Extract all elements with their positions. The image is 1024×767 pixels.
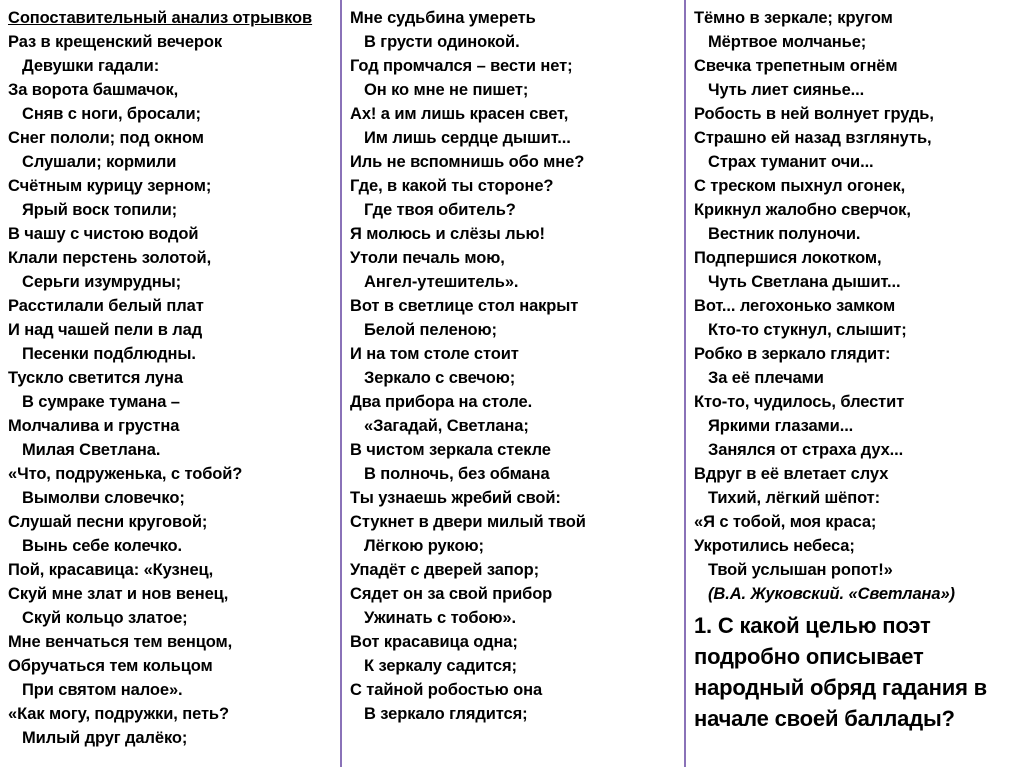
poem-line: Сняв с ноги, бросали; (22, 105, 201, 123)
poem-line: Белой пеленою; (364, 321, 497, 339)
poem-line: В чистом зеркала стекле (350, 441, 551, 459)
poem-line: Робко в зеркало глядит: (694, 345, 891, 363)
poem-line: Ах! а им лишь красен свет, (350, 105, 569, 123)
poem-line: Тускло светится луна (8, 369, 183, 387)
poem-line: Утоли печаль мою, (350, 249, 505, 267)
poem-line: Молчалива и грустна (8, 417, 180, 435)
poem-line: При святом налое». (22, 681, 183, 699)
poem-line: Обручаться тем кольцом (8, 657, 213, 675)
poem-line: Кто-то, чудилось, блестит (694, 393, 905, 411)
poem-line: В сумраке тумана – (22, 393, 180, 411)
poem-line: Кто-то стукнул, слышит; (708, 321, 907, 339)
poem-line: Ангел-утешитель». (364, 273, 519, 291)
poem-line: Занялся от страха дух... (708, 441, 904, 459)
question (694, 610, 1024, 734)
poem-line: Милая Светлана. (22, 441, 161, 459)
citation: (В.А. Жуковский. «Светлана») (708, 585, 955, 603)
poem-lines (694, 6, 1024, 582)
poem-line: Стукнет в двери милый твой (350, 513, 586, 531)
poem-line: Песенки подблюдны. (22, 345, 196, 363)
poem-line: Где, в какой ты стороне? (350, 177, 554, 195)
poem-line: Вымолви словечко; (22, 489, 185, 507)
poem-line: Счётным курицу зерном; (8, 177, 212, 195)
poem-line: Крикнул жалобно сверчок, (694, 201, 911, 219)
poem-line: Слушали; кормили (22, 153, 177, 171)
poem-line: Тёмно в зеркале; кругом (694, 9, 893, 27)
poem-line: Он ко мне не пишет; (364, 81, 529, 99)
poem-line: Ты узнаешь жребий свой: (350, 489, 561, 507)
poem-line: Лёгкою рукою; (364, 537, 484, 555)
poem-line: Вдруг в её влетает слух (694, 465, 889, 483)
poem-line: Пой, красавица: «Кузнец, (8, 561, 214, 579)
poem-line: Твой услышан ропот!» (708, 561, 893, 579)
poem-column-3 (686, 0, 1024, 767)
poem-line: Ужинать с тобою». (364, 609, 516, 627)
poem-line: За её плечами (708, 369, 824, 387)
question-line: начале своей баллады? (694, 706, 955, 731)
poem-line: К зеркалу садится; (364, 657, 517, 675)
poem-line: «Что, подруженька, с тобой? (8, 465, 243, 483)
poem-line: Скуй мне злат и нов венец, (8, 585, 229, 603)
question-line: подробно описывает (694, 644, 924, 669)
poem-line: Яркими глазами... (708, 417, 854, 435)
poem-line: Вот в светлице стол накрыт (350, 297, 579, 315)
poem-line: С тайной робостью она (350, 681, 543, 699)
poem-line: Страшно ей назад взглянуть, (694, 129, 932, 147)
poem-line: Милый друг далёко; (22, 729, 188, 747)
poem-line: Я молюсь и слёзы лью! (350, 225, 545, 243)
poem-line: Мёртвое молчанье; (708, 33, 867, 51)
poem-line: Где твоя обитель? (364, 201, 516, 219)
poem-lines (350, 6, 684, 726)
poem-line: Расстилали белый плат (8, 297, 204, 315)
poem-line: «Я с тобой, моя краса; (694, 513, 877, 531)
poem-line: Страх туманит очи... (708, 153, 874, 171)
poem-line: Серьги изумрудны; (22, 273, 181, 291)
poem-line: Зеркало с свечою; (364, 369, 516, 387)
poem-line: Сядет он за свой прибор (350, 585, 553, 603)
poem-line: Упадёт с дверей запор; (350, 561, 539, 579)
poem-line: Клали перстень золотой, (8, 249, 212, 267)
poem-line: Свечка трепетным огнём (694, 57, 898, 75)
poem-line: Тихий, лёгкий шёпот: (708, 489, 881, 507)
poem-line: Укротились небеса; (694, 537, 855, 555)
poem-line: За ворота башмачок, (8, 81, 179, 99)
poem-line: Снег пололи; под окном (8, 129, 204, 147)
poem-line: Слушай песни круговой; (8, 513, 208, 531)
poem-line: Скуй кольцо златое; (22, 609, 188, 627)
poem-column-2 (342, 0, 684, 767)
poem-line: Вестник полуночи. (708, 225, 861, 243)
poem-line: В зеркало глядится; (364, 705, 528, 723)
poem-line: В чашу с чистою водой (8, 225, 199, 243)
poem-line: И над чашей пели в лад (8, 321, 203, 339)
poem-line: Чуть лиет сиянье... (708, 81, 865, 99)
poem-line: Иль не вспомнишь обо мне? (350, 153, 585, 171)
poem-line: «Как могу, подружки, петь? (8, 705, 229, 723)
poem-line: «Загадай, Светлана; (364, 417, 529, 435)
poem-column-1 (0, 0, 340, 767)
question-line: 1. С какой целью поэт (694, 613, 931, 638)
poem-line: В полночь, без обмана (364, 465, 550, 483)
poem-line: Вынь себе колечко. (22, 537, 183, 555)
heading: Сопоставительный анализ отрывков (8, 9, 313, 27)
poem-line: Вот красавица одна; (350, 633, 518, 651)
poem-line: И на том столе стоит (350, 345, 519, 363)
poem-line: Вот... легохонько замком (694, 297, 896, 315)
poem-line: С треском пыхнул огонек, (694, 177, 906, 195)
poem-line: Ярый воск топили; (22, 201, 178, 219)
question-line: народный обряд гадания в (694, 675, 987, 700)
poem-line: Раз в крещенский вечерок (8, 33, 223, 51)
poem-line: Робость в ней волнует грудь, (694, 105, 934, 123)
poem-line: Два прибора на столе. (350, 393, 533, 411)
poem-line: Девушки гадали: (22, 57, 160, 75)
poem-line: В грусти одинокой. (364, 33, 520, 51)
poem-line: Им лишь сердце дышит... (364, 129, 571, 147)
poem-line: Мне судьбина умереть (350, 9, 536, 27)
poem-line: Чуть Светлана дышит... (708, 273, 901, 291)
poem-lines (8, 30, 340, 750)
poem-line: Подпершися локотком, (694, 249, 882, 267)
poem-line: Год промчался – вести нет; (350, 57, 573, 75)
poem-line: Мне венчаться тем венцом, (8, 633, 233, 651)
